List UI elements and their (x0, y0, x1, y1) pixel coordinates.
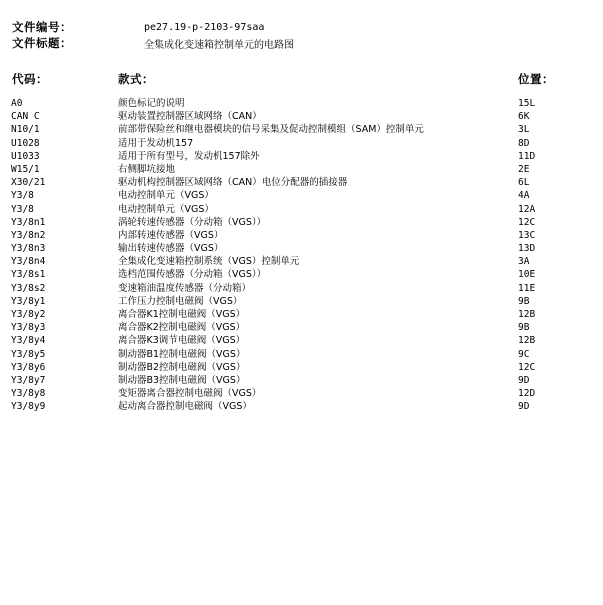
row-code: Y3/8y8 (11, 388, 46, 400)
row-code: Y3/8y1 (11, 295, 46, 307)
table-row (0, 387, 603, 400)
table-row (0, 163, 603, 176)
table-row (0, 400, 603, 413)
row-description: 离合器K2控制电磁阀（VGS） (118, 322, 246, 334)
doc-title-label: 文件标题： (12, 36, 72, 50)
row-description: 驱动装置控制器区域网络（CAN） (118, 111, 262, 123)
row-position: 2E (518, 163, 530, 175)
row-description: 工作压力控制电磁阀（VGS） (118, 295, 243, 307)
row-code: N10/1 (11, 124, 40, 136)
row-position: 9B (518, 322, 530, 334)
table-row (0, 295, 603, 308)
row-code: Y3/8 (11, 190, 34, 202)
table-row (0, 268, 603, 281)
row-position: 13C (518, 229, 536, 241)
row-description: 适用于发动机157 (118, 137, 194, 149)
row-position: 12B (518, 335, 536, 347)
column-header-position: 位置： (518, 72, 554, 86)
row-description: 制动器B1控制电磁阀（VGS） (118, 348, 246, 360)
row-position: 9B (518, 295, 530, 307)
table-row (0, 361, 603, 374)
row-code: Y3/8n4 (11, 256, 46, 268)
row-position: 9D (518, 374, 530, 386)
row-position: 12D (518, 388, 536, 400)
row-code: Y3/8y2 (11, 309, 46, 320)
row-description: 全集成化变速箱控制系统（VGS）控制单元 (118, 256, 300, 268)
table-row (0, 242, 603, 255)
row-position: 6K (518, 111, 530, 123)
row-description: 驱动机构控制器区域网络（CAN）电位分配器的插接器 (118, 177, 348, 189)
row-position: 8D (518, 137, 530, 149)
row-position: 6L (518, 177, 530, 189)
row-code: X30/21 (11, 177, 46, 189)
table-row (0, 97, 603, 110)
row-position: 9D (518, 401, 530, 413)
row-code: CAN C (11, 111, 40, 123)
row-code: U1028 (11, 137, 40, 149)
row-description: 制动器B2控制电磁阀（VGS） (118, 361, 246, 373)
component-list (0, 97, 603, 414)
row-description: 制动器B3控制电磁阀（VGS） (118, 374, 246, 386)
row-position: 3A (518, 256, 530, 268)
row-code: Y3/8y7 (11, 374, 46, 386)
row-code: Y3/8n1 (11, 216, 46, 228)
table-row (0, 216, 603, 229)
row-position: 10E (518, 269, 536, 281)
column-header-style: 款式： (118, 72, 154, 86)
doc-title-value: 全集成化变速箱控制单元的电路图 (144, 39, 294, 51)
row-description: 起动离合器控制电磁阀（VGS） (118, 401, 252, 413)
row-position: 13D (518, 243, 536, 255)
row-position: 12C (518, 361, 536, 373)
row-position: 12C (518, 216, 536, 228)
row-description: 选档范围传感器（分动箱（VGS）） (118, 269, 267, 281)
row-position: 9C (518, 348, 530, 360)
row-code: Y3/8y6 (11, 361, 46, 373)
row-description: 颜色标记的说明 (118, 98, 185, 109)
row-description: 右侧脚坑接地 (118, 163, 176, 175)
row-position: 11E (518, 282, 536, 294)
row-code: Y3/8 (11, 203, 34, 215)
doc-number-value: pe27.19-p-2103-97saa (144, 21, 265, 33)
row-code: U1033 (11, 150, 40, 162)
row-position: 12B (518, 309, 536, 320)
row-position: 3L (518, 124, 530, 136)
table-row (0, 176, 603, 189)
row-code: Y3/8y9 (11, 401, 46, 413)
row-code: Y3/8s1 (11, 269, 46, 281)
row-code: Y3/8s2 (11, 282, 46, 294)
row-position: 12A (518, 203, 536, 215)
table-row (0, 123, 603, 136)
row-description: 变矩器离合器控制电磁阀（VGS） (118, 388, 262, 400)
table-row (0, 282, 603, 295)
table-row (0, 150, 603, 163)
row-code: Y3/8n3 (11, 243, 46, 255)
doc-title-row (12, 36, 294, 50)
row-description: 涡轮转速传感器（分动箱（VGS）） (118, 216, 267, 228)
row-position: 15L (518, 98, 536, 109)
doc-number-row (12, 20, 264, 34)
row-position: 11D (518, 150, 536, 162)
doc-number-label: 文件编号： (12, 20, 72, 34)
table-row (0, 189, 603, 202)
column-header-code: 代码： (12, 72, 48, 86)
row-description: 电动控制单元（VGS） (118, 203, 214, 215)
row-code: Y3/8y4 (11, 335, 46, 347)
row-code: Y3/8y5 (11, 348, 46, 360)
table-row (0, 255, 603, 268)
row-position: 4A (518, 190, 530, 202)
table-row (0, 308, 603, 321)
table-row (0, 321, 603, 334)
row-description: 离合器K1控制电磁阀（VGS） (118, 309, 246, 320)
table-row (0, 229, 603, 242)
table-row (0, 137, 603, 150)
table-row (0, 374, 603, 387)
row-description: 电动控制单元（VGS） (118, 190, 214, 202)
row-description: 前部带保险丝和继电器模块的信号采集及促动控制模组（SAM）控制单元 (118, 124, 424, 136)
table-row (0, 110, 603, 123)
table-row (0, 348, 603, 361)
row-code: W15/1 (11, 163, 40, 175)
table-row (0, 334, 603, 347)
row-code: Y3/8n2 (11, 229, 46, 241)
row-description: 离合器K3调节电磁阀（VGS） (118, 335, 246, 347)
row-code: A0 (11, 98, 23, 109)
row-description: 内部转速传感器（VGS） (118, 229, 224, 241)
row-description: 适用于所有型号，发动机157除外 (118, 150, 260, 162)
row-description: 变速箱油温度传感器（分动箱） (118, 282, 252, 294)
table-row (0, 203, 603, 216)
row-code: Y3/8y3 (11, 322, 46, 334)
row-description: 输出转速传感器（VGS） (118, 243, 224, 255)
